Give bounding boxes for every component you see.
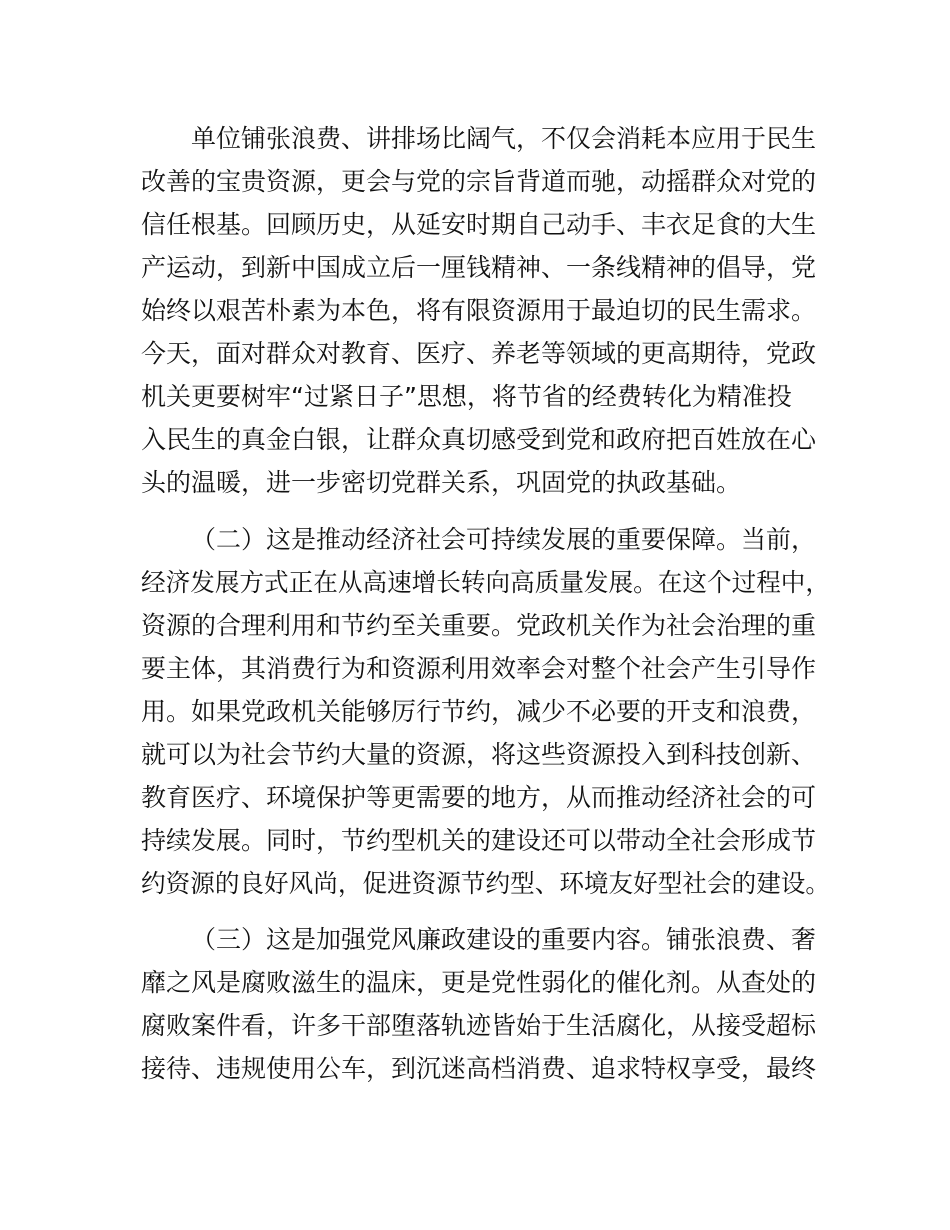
paragraph-2-line-9: 约资源的良好风尚，促进资源节约型、环境友好型社会的建设。: [141, 869, 831, 898]
paragraph-1-line-2: 改善的宝贵资源，更会与党的宗旨背道而驰，动摇群众对党的: [141, 167, 817, 196]
paragraph-2-line-8: 持续发展。同时，节约型机关的建设还可以带动全社会形成节: [141, 826, 817, 855]
paragraph-2-line-2: 经济发展方式正在从高速增长转向高质量发展。在这个过程中，: [141, 568, 831, 597]
paragraph-1-line-3: 信任根基。回顾历史，从延安时期自己动手、丰衣足食的大生: [141, 210, 817, 239]
paragraph-2-line-7: 教育医疗、环境保护等更需要的地方，从而推动经济社会的可: [141, 783, 817, 812]
paragraph-3-line-3: 腐败案件看，许多干部堕落轨迹皆始于生活腐化，从接受超标: [141, 1011, 817, 1040]
paragraph-3-line-1: （三）这是加强党风廉政建设的重要内容。铺张浪费、奢: [191, 925, 817, 954]
paragraph-1-line-7: 机关更要树牢“过紧日子”思想，将节省的经费转化为精准投: [141, 382, 792, 411]
paragraph-2-line-5: 用。如果党政机关能够厉行节约，减少不必要的开支和浪费，: [141, 697, 817, 726]
paragraph-1-line-4: 产运动，到新中国成立后一厘钱精神、一条线精神的倡导，党: [141, 253, 817, 282]
paragraph-1-line-1: 单位铺张浪费、讲排场比阔气，不仅会消耗本应用于民生: [191, 124, 817, 153]
paragraph-1-line-9: 头的温暖，进一步密切党群关系，巩固党的执政基础。: [141, 468, 742, 497]
paragraph-2-line-3: 资源的合理利用和节约至关重要。党政机关作为社会治理的重: [141, 611, 817, 640]
paragraph-1-line-6: 今天，面对群众对教育、医疗、养老等领域的更高期待，党政: [141, 339, 817, 368]
paragraph-1-line-8: 入民生的真金白银，让群众真切感受到党和政府把百姓放在心: [141, 425, 817, 454]
paragraph-1-line-5: 始终以艰苦朴素为本色，将有限资源用于最迫切的民生需求。: [141, 296, 817, 325]
paragraph-3-line-2: 靡之风是腐败滋生的温床，更是党性弱化的催化剂。从查处的: [141, 968, 817, 997]
paragraph-2-line-6: 就可以为社会节约大量的资源，将这些资源投入到科技创新、: [141, 740, 817, 769]
paragraph-2-line-4: 要主体，其消费行为和资源利用效率会对整个社会产生引导作: [141, 654, 817, 683]
paragraph-3-line-4: 接待、违规使用公车，到沉迷高档消费、追求特权享受，最终: [141, 1054, 817, 1083]
paragraph-2-line-1: （二）这是推动经济社会可持续发展的重要保障。当前，: [191, 525, 817, 554]
